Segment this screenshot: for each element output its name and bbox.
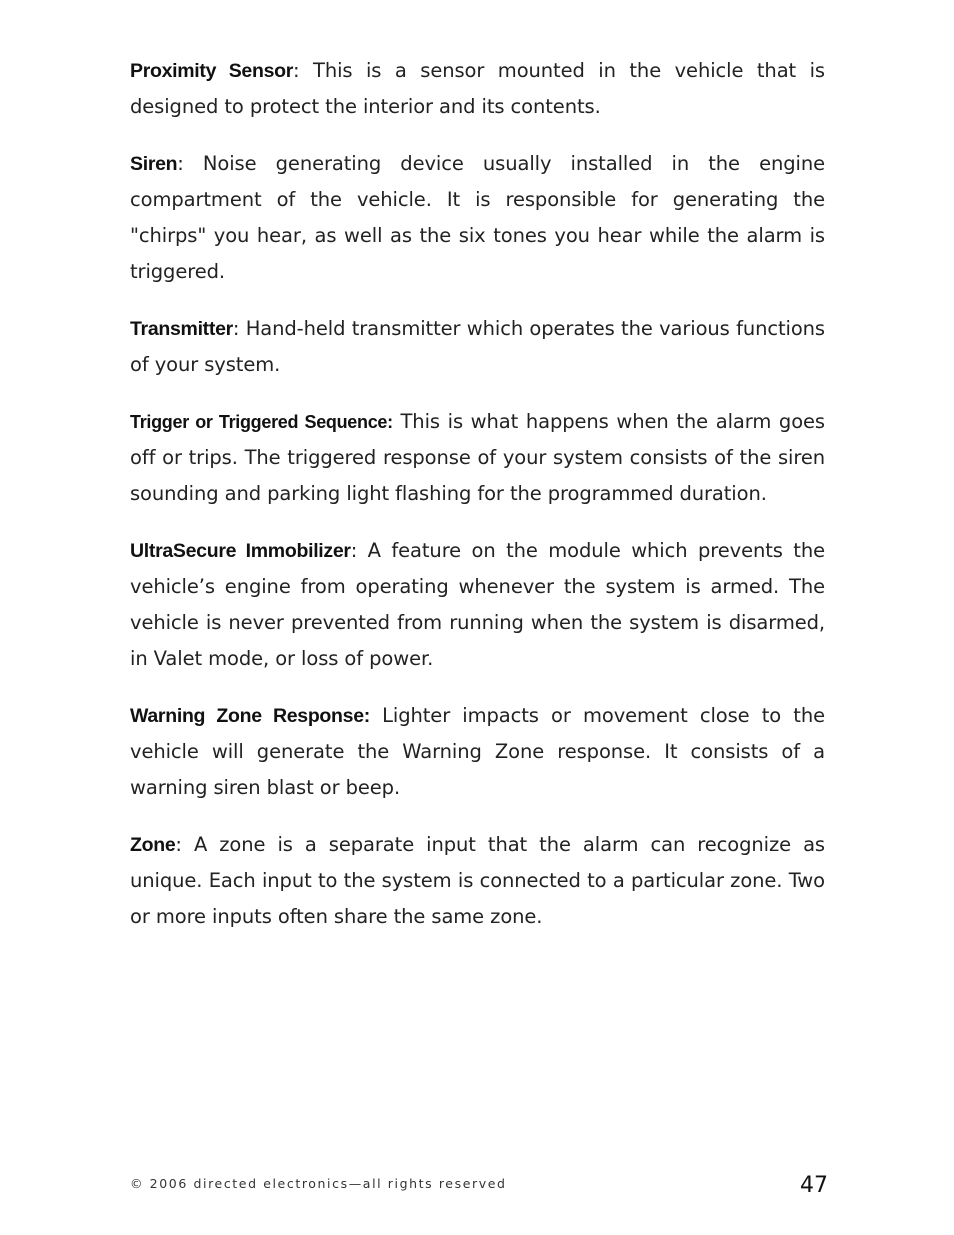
term-separator: : (350, 539, 358, 562)
glossary-definition: Noise generating device usually installed in the engine compartment of the vehicle. It is responsible for generating the "chirps" you hear, as well as the six tones you hear while the alarm is triggered. (130, 152, 825, 283)
term-separator: : (293, 59, 300, 82)
term-separator: : (175, 833, 182, 856)
glossary-term: UltraSecure Immobilizer (130, 540, 351, 562)
glossary-definition: This is a sensor mounted in the vehicle that is designed to protect the interior and its contents. (130, 59, 825, 118)
term-separator: : (177, 152, 184, 175)
glossary-definition: A feature on the module which prevents the vehicle’s engine from operating whenever the system is armed. The vehicle is never prevented from running when the system is disarmed, in Valet mode, or loss of power. (130, 539, 826, 670)
glossary-entry-siren (130, 146, 825, 290)
glossary-term: Warning Zone Response: (130, 705, 370, 727)
page-number: 47 (800, 1173, 828, 1198)
glossary-term: Transmitter (130, 318, 233, 340)
glossary-content (130, 53, 825, 956)
glossary-definition: Lighter impacts or movement close to the vehicle will generate the Warning Zone response. It consists of a warning siren blast or beep. (130, 704, 825, 799)
glossary-definition: Hand-held transmitter which operates the various functions of your system. (130, 317, 825, 376)
glossary-term: Zone (130, 834, 176, 856)
glossary-entry-ultrasecure-immobilizer (130, 533, 825, 677)
footer-copyright: © 2006 directed electronics—all rights reserved (130, 1176, 507, 1191)
glossary-entry-zone (130, 827, 825, 935)
glossary-term: Trigger or Triggered Sequence: (130, 412, 393, 432)
glossary-entry-warning-zone-response (130, 698, 825, 806)
glossary-definition: A zone is a separate input that the alarm can recognize as unique. Each input to the system is connected to a particular zone. Two or more inputs often share the same zone. (130, 833, 825, 928)
glossary-entry-transmitter (130, 311, 825, 383)
glossary-term: Proximity Sensor (130, 60, 294, 82)
glossary-definition: This is what happens when the alarm goes off or trips. The triggered response of your system consists of the siren sounding and parking light flashing for the programmed duration. (130, 410, 825, 505)
glossary-entry-trigger (130, 404, 825, 512)
glossary-entry-proximity-sensor (130, 53, 825, 125)
term-separator: : (232, 317, 240, 340)
glossary-term: Siren (130, 153, 178, 175)
